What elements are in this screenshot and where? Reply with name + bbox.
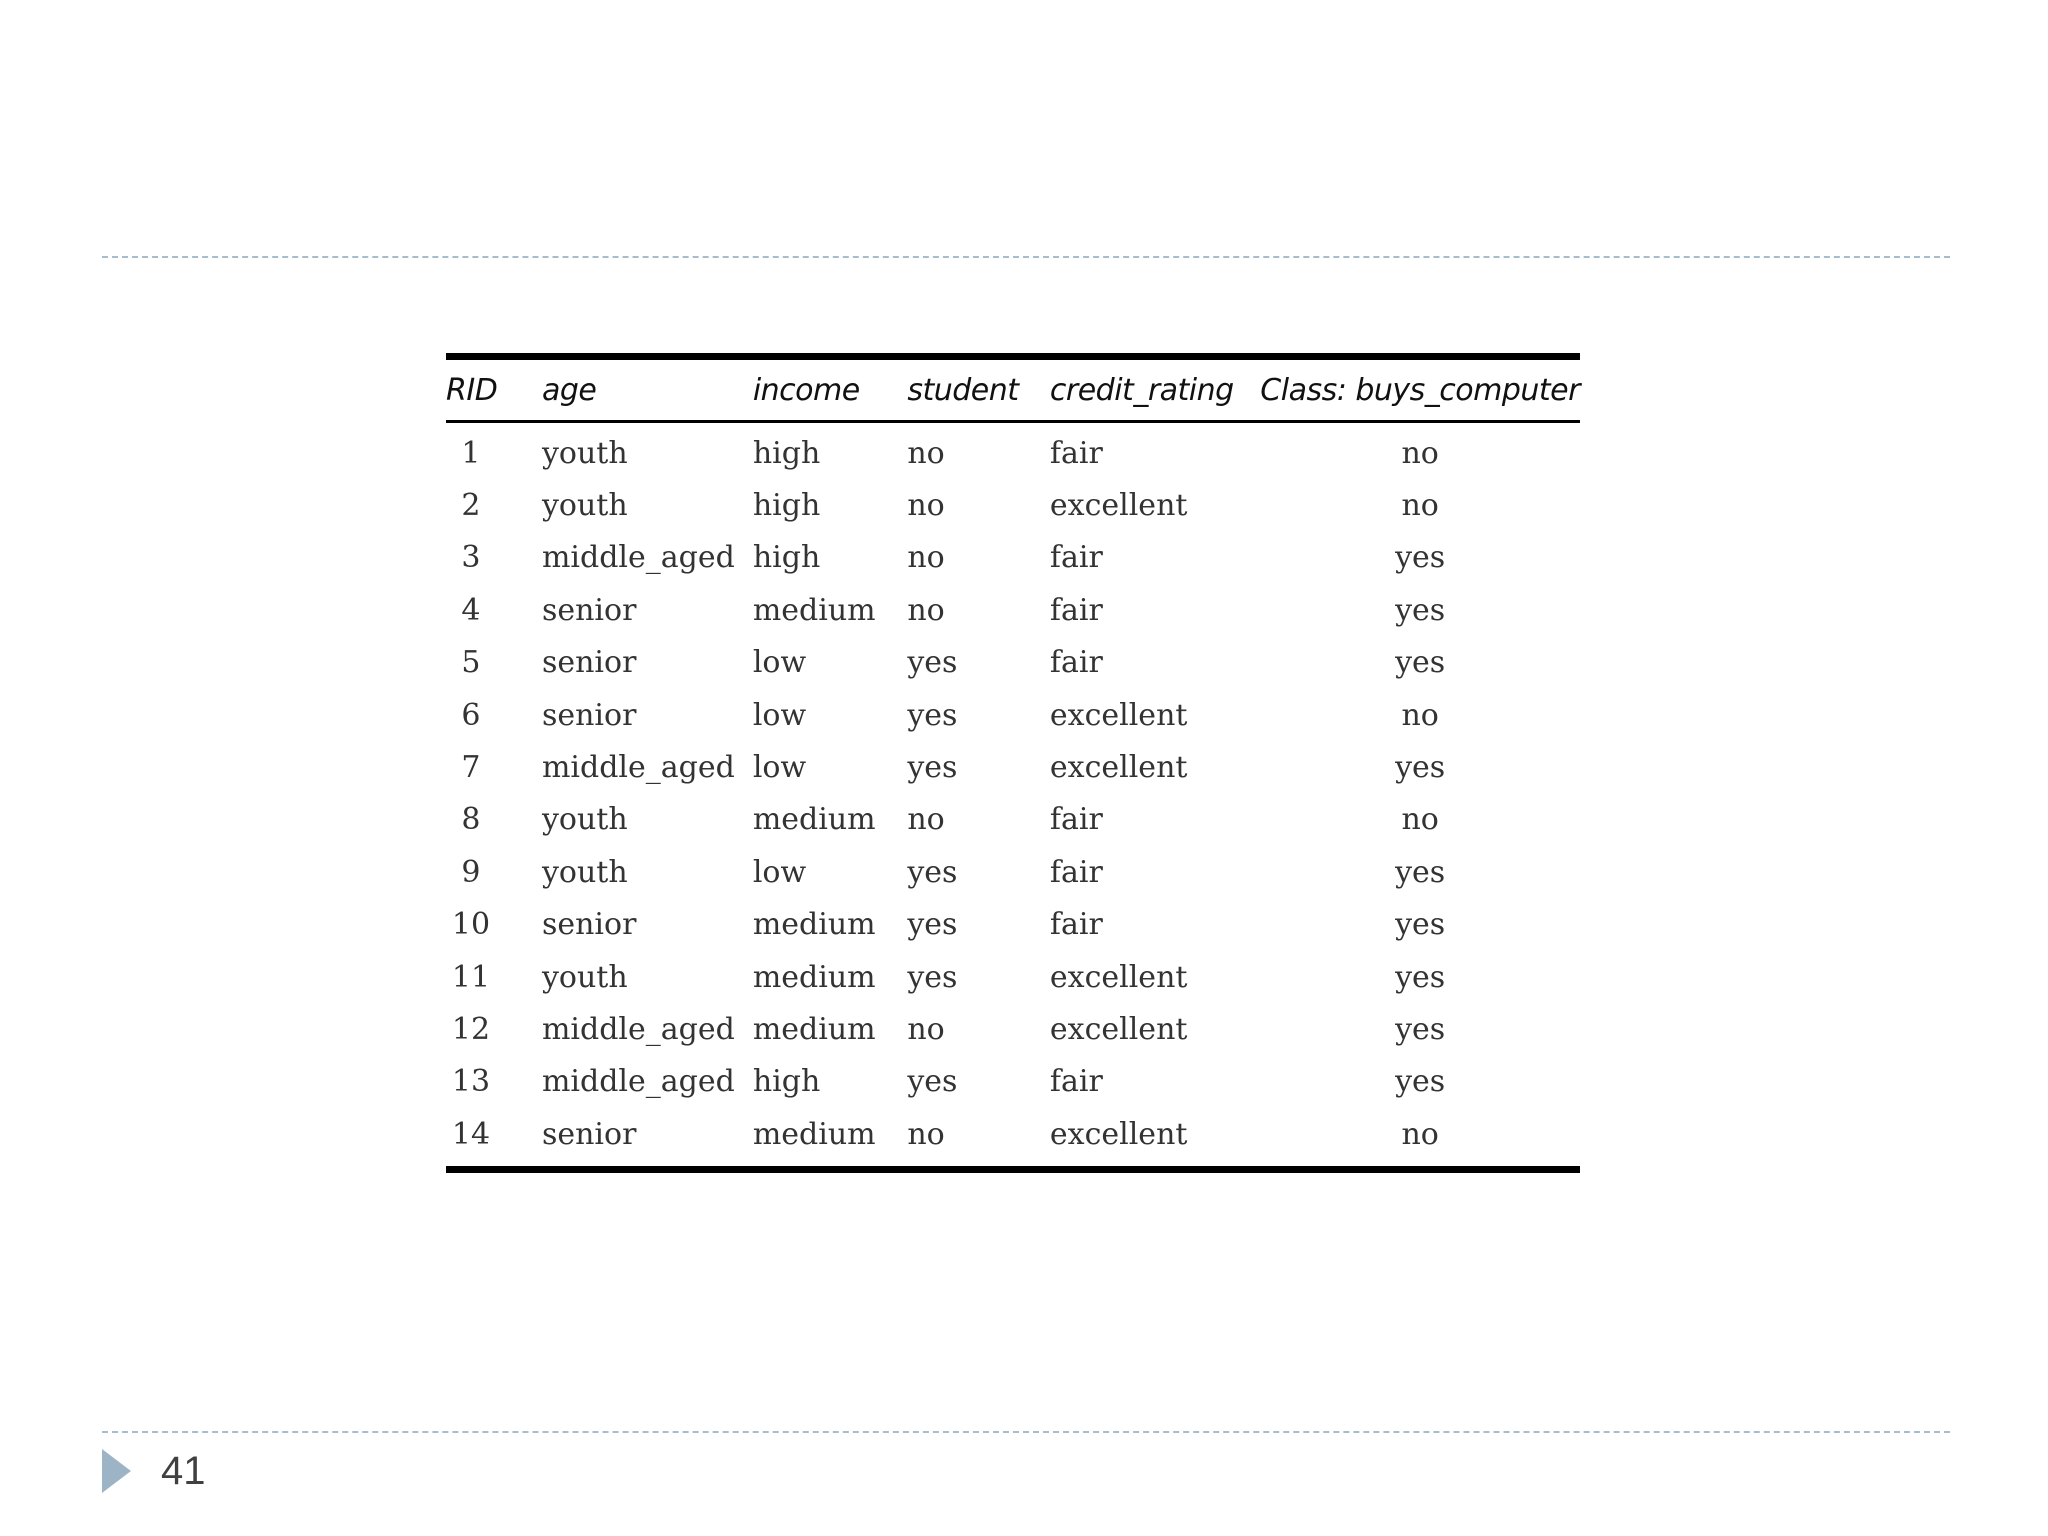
- table-row: [446, 479, 1580, 531]
- cell-rid: 8: [461, 802, 481, 838]
- cell-income: low: [752, 750, 807, 786]
- cell-student: no: [907, 488, 945, 524]
- cell-age: youth: [541, 488, 628, 524]
- cell-income: medium: [752, 802, 876, 838]
- table-row: [446, 1108, 1580, 1170]
- cell-student: no: [907, 592, 945, 628]
- slide-footer: [102, 1448, 206, 1494]
- cell-rid: 11: [451, 959, 491, 995]
- cell-age: youth: [541, 435, 628, 471]
- cell-class: yes: [1395, 907, 1446, 943]
- cell-income: high: [752, 435, 821, 471]
- cell-credit-rating: excellent: [1049, 750, 1188, 786]
- cell-age: senior: [541, 645, 637, 681]
- cell-credit-rating: fair: [1049, 802, 1103, 838]
- page-number: 41: [161, 1448, 206, 1493]
- table-row: [446, 741, 1580, 793]
- cell-age: middle_aged: [541, 540, 735, 576]
- cell-credit-rating: fair: [1049, 592, 1103, 628]
- cell-age: youth: [541, 959, 628, 995]
- cell-income: medium: [752, 907, 876, 943]
- cell-rid: 12: [451, 1011, 491, 1047]
- table-row: [446, 1003, 1580, 1055]
- table-row: [446, 637, 1580, 689]
- cell-student: yes: [907, 1064, 958, 1100]
- cell-age: youth: [541, 854, 628, 890]
- cell-rid: 6: [461, 697, 481, 733]
- header-income: income: [752, 372, 860, 408]
- cell-income: medium: [752, 959, 876, 995]
- cell-student: yes: [907, 959, 958, 995]
- cell-age: middle_aged: [541, 1011, 735, 1047]
- cell-rid: 3: [461, 540, 481, 576]
- cell-age: middle_aged: [541, 750, 735, 786]
- cell-class: yes: [1395, 540, 1446, 576]
- table-row: [446, 584, 1580, 636]
- cell-class: no: [1401, 488, 1439, 524]
- header-class-buys-computer: Class: buys_computer: [1260, 372, 1580, 408]
- cell-rid: 9: [461, 854, 481, 890]
- cell-credit-rating: fair: [1049, 645, 1103, 681]
- cell-income: high: [752, 488, 821, 524]
- bottom-divider: [102, 1431, 1950, 1433]
- cell-student: yes: [907, 697, 958, 733]
- cell-class: yes: [1395, 1064, 1446, 1100]
- table-row: [446, 422, 1580, 480]
- table-row: [446, 951, 1580, 1003]
- cell-age: youth: [541, 802, 628, 838]
- cell-rid: 13: [451, 1064, 491, 1100]
- cell-credit-rating: fair: [1049, 435, 1103, 471]
- play-triangle-icon: [102, 1449, 131, 1493]
- cell-rid: 1: [461, 435, 481, 471]
- cell-class: no: [1401, 802, 1439, 838]
- top-divider: [102, 256, 1950, 258]
- cell-credit-rating: excellent: [1049, 697, 1188, 733]
- cell-income: medium: [752, 1011, 876, 1047]
- training-data-table: [446, 353, 1580, 1173]
- cell-credit-rating: excellent: [1049, 488, 1188, 524]
- cell-credit-rating: fair: [1049, 854, 1103, 890]
- header-rid: RID: [446, 372, 498, 408]
- table-row: [446, 1056, 1580, 1108]
- cell-class: yes: [1395, 854, 1446, 890]
- cell-rid: 14: [451, 1116, 491, 1152]
- cell-class: no: [1401, 435, 1439, 471]
- cell-class: yes: [1395, 645, 1446, 681]
- header-credit-rating: credit_rating: [1049, 372, 1234, 408]
- cell-age: senior: [541, 697, 637, 733]
- table-row: [446, 532, 1580, 584]
- cell-student: no: [907, 802, 945, 838]
- table-body: [446, 422, 1580, 1170]
- cell-income: high: [752, 1064, 821, 1100]
- cell-class: yes: [1395, 750, 1446, 786]
- cell-rid: 10: [451, 907, 491, 943]
- cell-rid: 4: [461, 592, 481, 628]
- cell-student: yes: [907, 854, 958, 890]
- cell-income: low: [752, 697, 807, 733]
- cell-student: no: [907, 435, 945, 471]
- cell-income: medium: [752, 1116, 876, 1152]
- cell-income: high: [752, 540, 821, 576]
- cell-rid: 5: [461, 645, 481, 681]
- cell-income: low: [752, 645, 807, 681]
- cell-credit-rating: fair: [1049, 540, 1103, 576]
- cell-credit-rating: fair: [1049, 907, 1103, 943]
- cell-income: low: [752, 854, 807, 890]
- cell-class: yes: [1395, 592, 1446, 628]
- header-student: student: [907, 372, 1019, 408]
- cell-rid: 7: [461, 750, 481, 786]
- table-row: [446, 846, 1580, 898]
- cell-student: yes: [907, 907, 958, 943]
- cell-credit-rating: excellent: [1049, 959, 1188, 995]
- cell-class: yes: [1395, 959, 1446, 995]
- cell-student: no: [907, 1116, 945, 1152]
- cell-student: yes: [907, 750, 958, 786]
- cell-student: no: [907, 1011, 945, 1047]
- cell-credit-rating: fair: [1049, 1064, 1103, 1100]
- table-row: [446, 689, 1580, 741]
- table-row: [446, 899, 1580, 951]
- header-age: age: [541, 372, 597, 408]
- cell-credit-rating: excellent: [1049, 1011, 1188, 1047]
- cell-student: no: [907, 540, 945, 576]
- cell-age: senior: [541, 592, 637, 628]
- cell-age: senior: [541, 907, 637, 943]
- table-row: [446, 794, 1580, 846]
- cell-age: middle_aged: [541, 1064, 735, 1100]
- table-header-row: [446, 357, 1580, 422]
- cell-class: no: [1401, 697, 1439, 733]
- cell-age: senior: [541, 1116, 637, 1152]
- table-container: [446, 353, 1580, 1173]
- cell-income: medium: [752, 592, 876, 628]
- cell-credit-rating: excellent: [1049, 1116, 1188, 1152]
- cell-class: yes: [1395, 1011, 1446, 1047]
- cell-rid: 2: [461, 488, 481, 524]
- cell-student: yes: [907, 645, 958, 681]
- cell-class: no: [1401, 1116, 1439, 1152]
